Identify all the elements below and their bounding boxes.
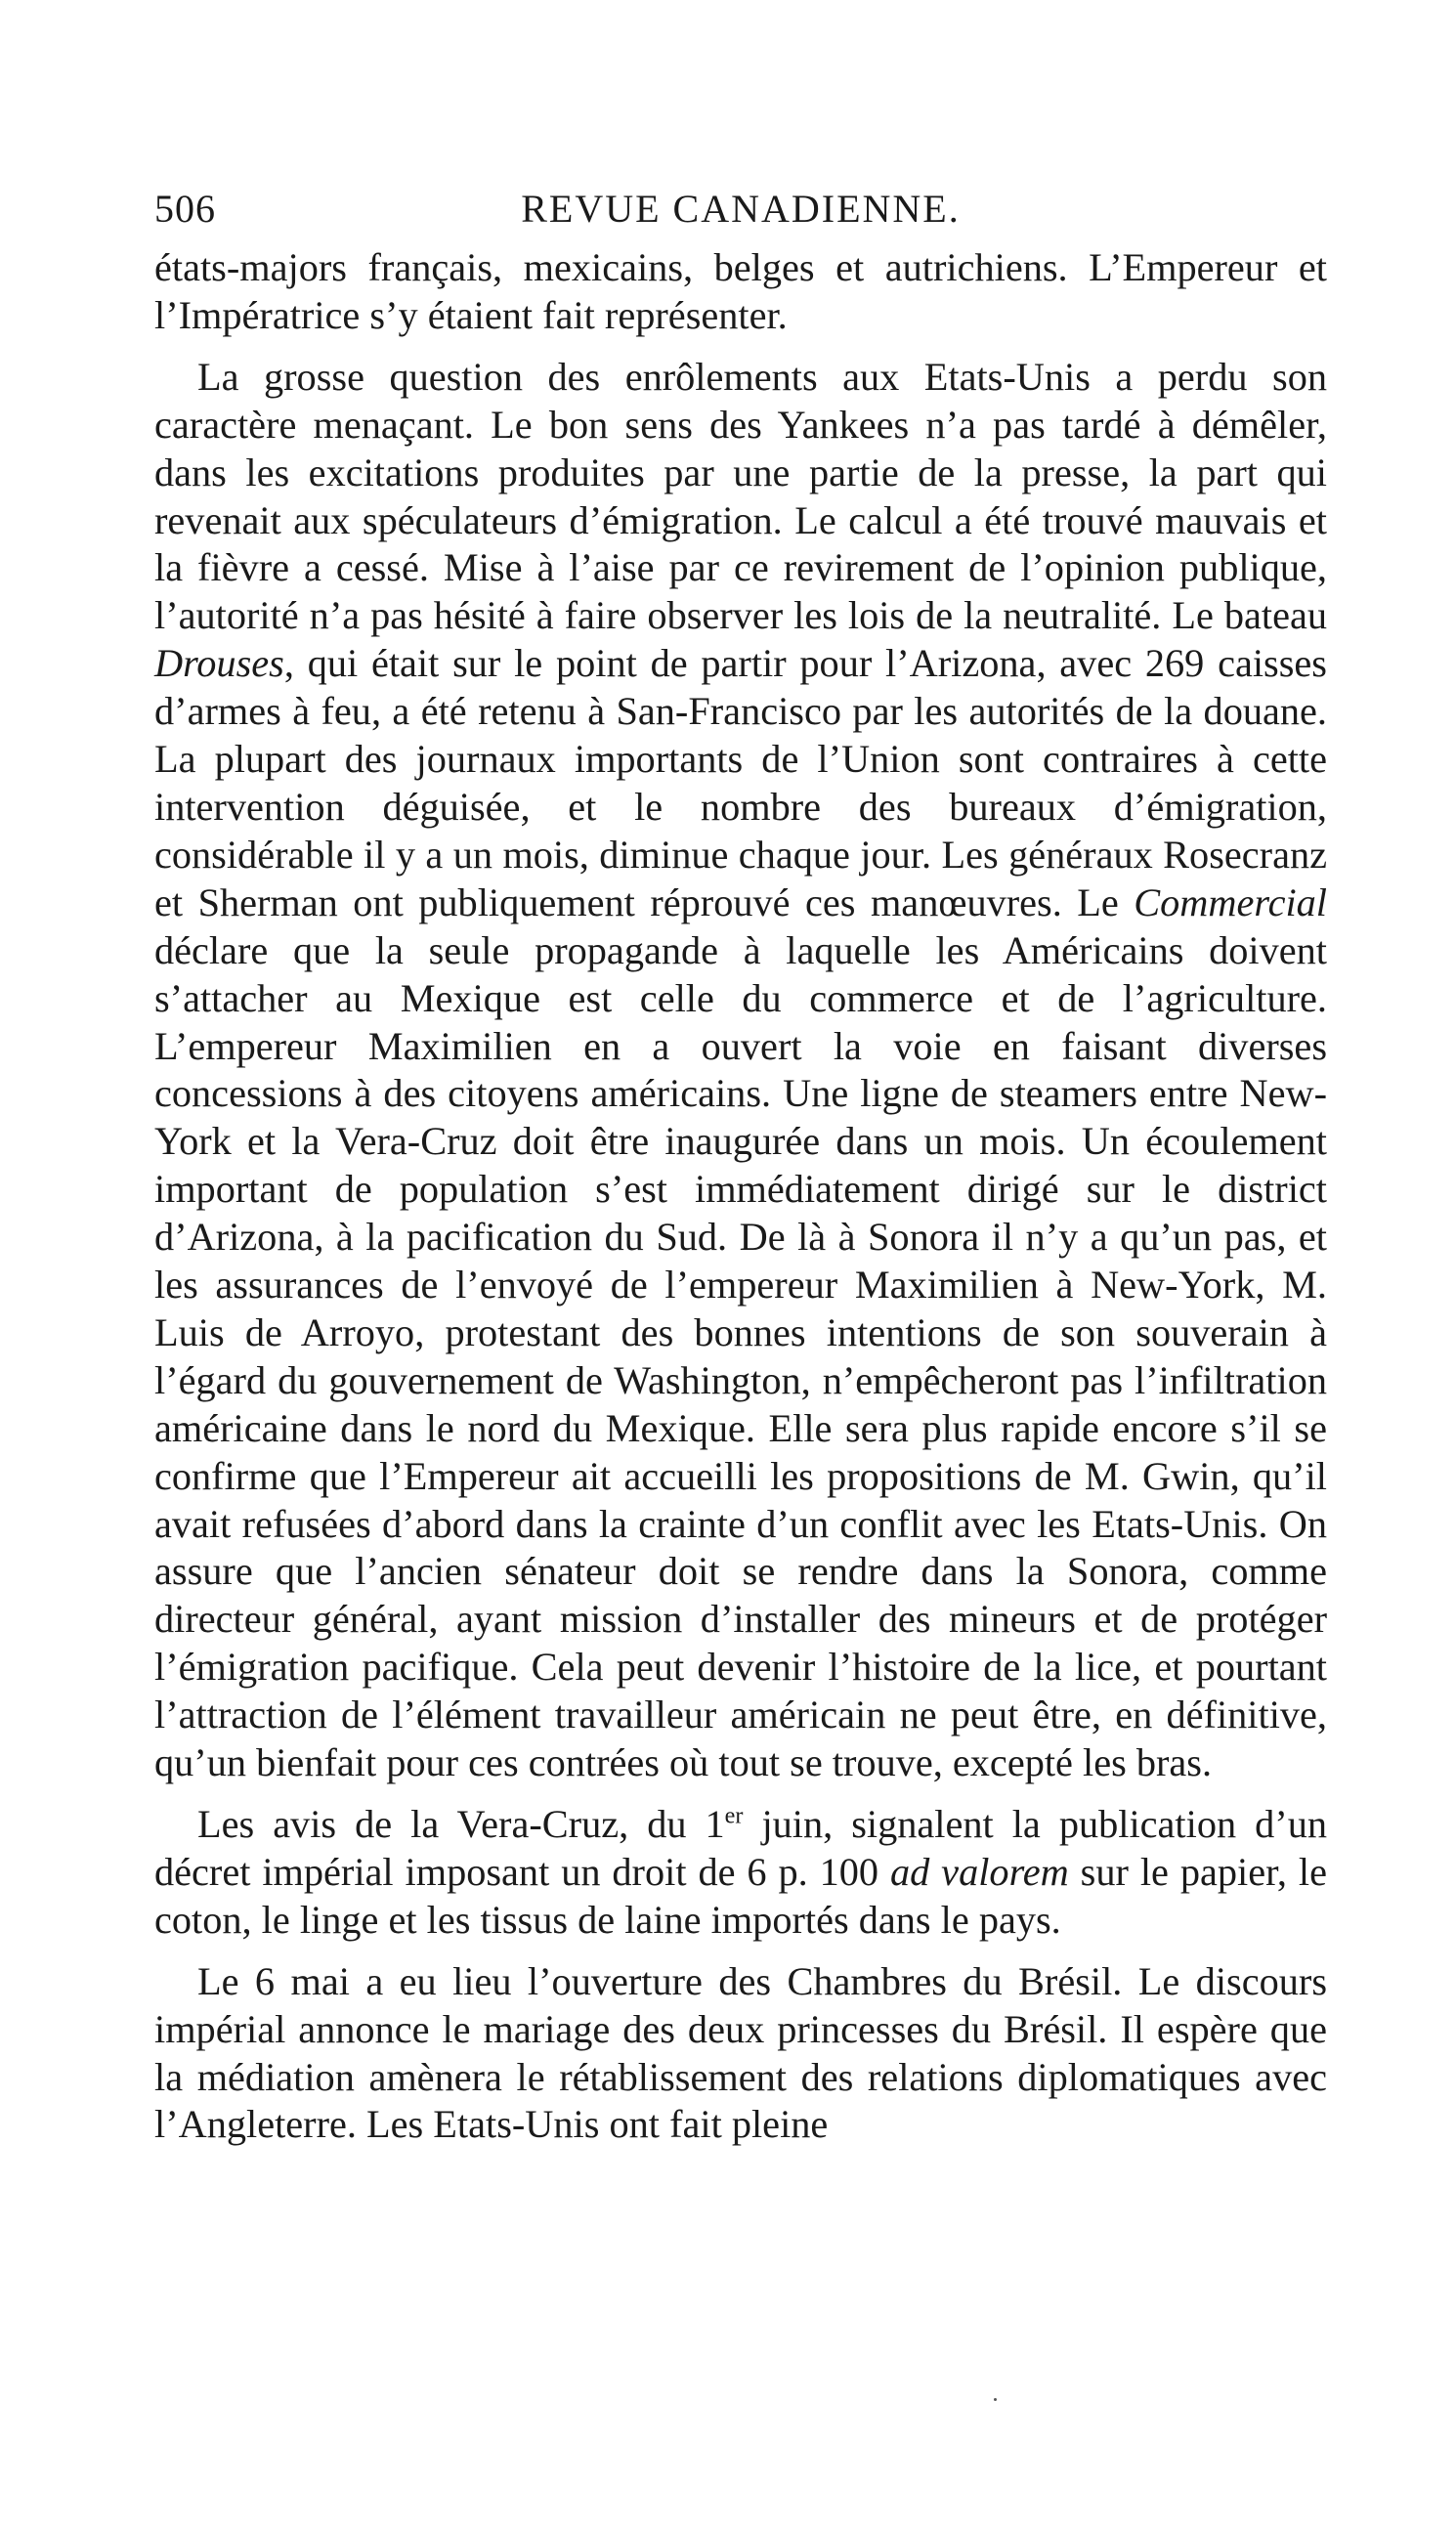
paragraph: [154, 1801, 1327, 1945]
book-page: [154, 186, 1327, 2149]
running-title: REVUE CANADIENNE.: [521, 187, 961, 231]
page-number: 506: [154, 187, 216, 231]
italic-title: Commercial: [1134, 879, 1327, 924]
text-run: , qui était sur le point de partir pour l’Arizona, avec 269 caisses d’armes à feu, a été retenu à San-Francisco par les autorités de la douane. La plupart des journaux importants de l’Union sont contraires à cette intervention déguisée, et le nombre des bureaux d’émigration, considérable il y a un mois, diminue chaque jour. Les généraux Rosecranz et Sherman ont publiquement réprouvé ces manœuvres. Le: [154, 641, 1327, 924]
text-run: Le 6 mai a eu lieu l’ouverture des Chambres du Brésil. Le discours impérial annonce le mariage des deux princesses du Brésil. Il espère que la médiation amènera le rétablissement des relations diplomatiques avec l’Angleterre. Les Etats-Unis ont fait pleine: [154, 1958, 1327, 2147]
paragraph: [154, 244, 1327, 340]
text-run: sur le papier, le coton, le linge et les tissus de laine importés dans le pays.: [154, 1849, 1327, 1942]
italic-title: Drouses: [154, 641, 284, 686]
text-run: états-majors français, mexicains, belges et autrichiens. L’Empereur et l’Impératrice s’y étaient fait représenter.: [154, 245, 1327, 337]
superscript: er: [724, 1802, 744, 1829]
text-run: Les avis de la Vera-Cruz, du 1: [197, 1802, 725, 1846]
italic-title: ad valorem: [889, 1849, 1069, 1894]
body-text: [154, 244, 1327, 2149]
page-header: [154, 186, 1327, 244]
text-run: juin, signalent la publication d’un décret impérial imposant un droit de 6 p. 100: [154, 1802, 1327, 1894]
ink-speck: [994, 2398, 997, 2401]
paragraph: [154, 354, 1327, 1787]
paragraph: [154, 1958, 1327, 2150]
text-run: déclare que la seule propagande à laquelle les Américains doivent s’attacher au Mexique est celle du commerce et de l’agriculture. L’empereur Maximilien en a ouvert la voie en faisant diverses concessions à des citoyens américains. Une ligne de steamers entre New-York et la Vera-Cruz doit être inaugurée dans un mois. Un écoulement important de population s’est immédiatement dirigé sur le district d’Arizona, à la pacification du Sud. De là à Sonora il n’y a qu’un pas, et les assurances de l’envoyé de l’empereur Maximilien à New-York, M. Luis de Arroyo, protestant des bonnes intentions de son souverain à l’égard du gouvernement de Washington, n’empêcheront pas l’infiltration américaine dans le nord du Mexique. Elle sera plus rapide encore s’il se confirme que l’Empereur ait accueilli les propositions de M. Gwin, qu’il avait refusées d’abord dans la crainte d’un conflit avec les Etats-Unis. On assure que l’ancien sénateur doit se rendre dans la Sonora, comme directeur général, ayant mission d’installer des mineurs et de protéger l’émigration pacifique. Cela peut devenir l’histoire de la lice, et pourtant l’attraction de l’élément travailleur américain ne peut être, en définitive, qu’un bienfait pour ces contrées où tout se trouve, excepté les bras.: [154, 927, 1327, 1785]
text-run: La grosse question des enrôlements aux Etats-Unis a perdu son caractère menaçant. Le bon sens des Yankees n’a pas tardé à démêler, dans les excitations produites par une partie de la presse, la part qui revenait aux spéculateurs d’émigration. Le calcul a été trouvé mauvais et la fièvre a cessé. Mise à l’aise par ce revirement de l’opinion publique, l’autorité n’a pas hésité à faire observer les lois de la neutralité. Le bateau: [154, 354, 1327, 638]
